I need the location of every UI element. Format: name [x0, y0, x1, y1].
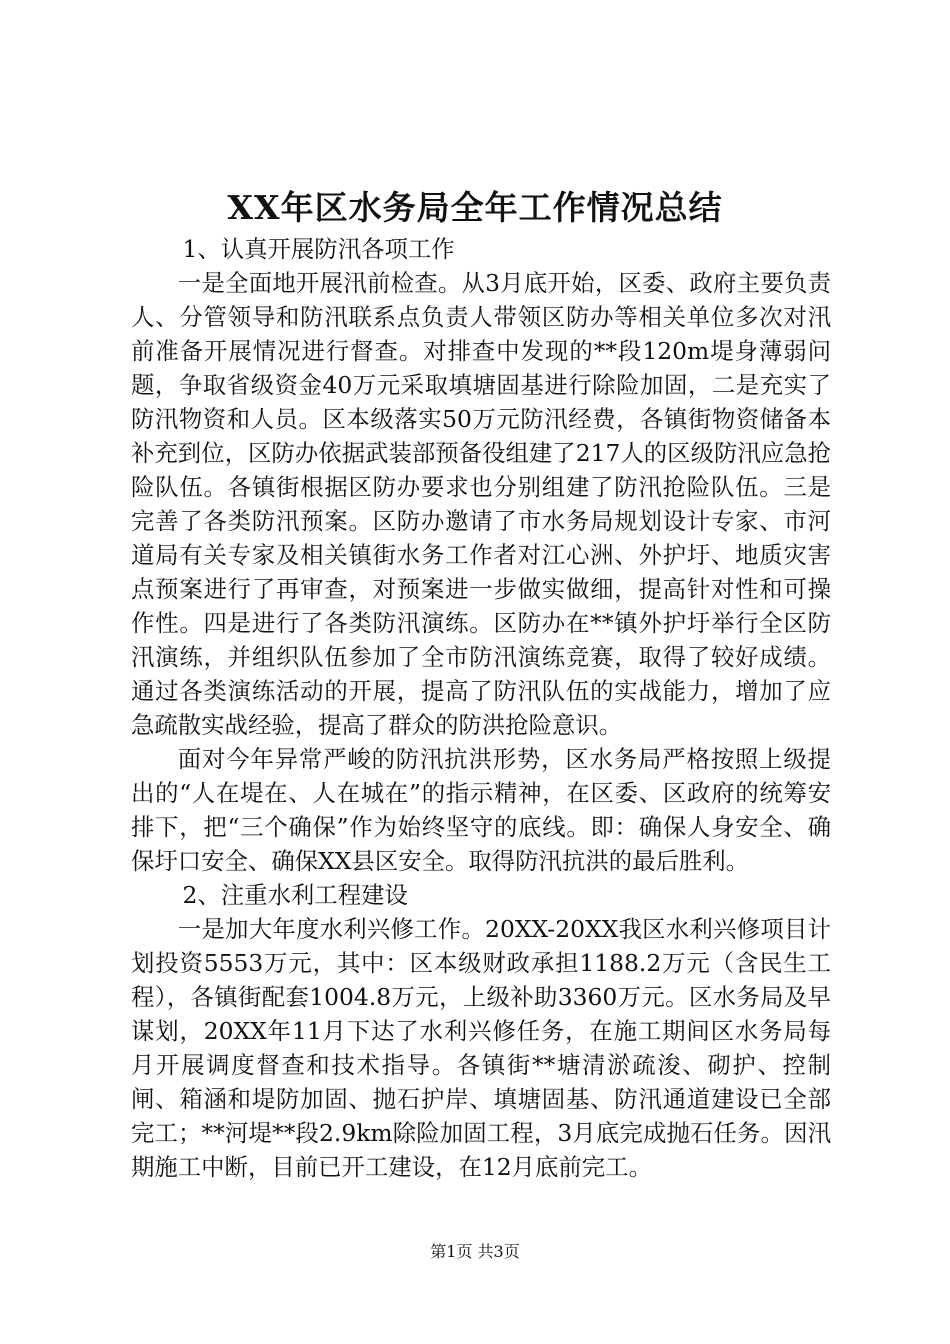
page-footer: 第1页 共3页 — [430, 1242, 520, 1261]
document-body — [131, 232, 831, 1184]
section-1-paragraph-1: 一是全面地开展汛前检查。从3月底开始，区委、政府主要负责人、分管领导和防汛联系点负责人带领区防办等相关单位多次对汛前准备开展情况进行督查。对排查中发现的**段120m堤身薄弱问题，争取省级资金40万元采取填塘固基进行除险加固，二是充实了防汛物资和人员。区本级落实50万元防汛经费，各镇街物资储备本补充到位，区防办依据武装部预备役组建了217人的区级防汛应急抢险队伍。各镇街根据区防办要求也分别组建了防汛抢险队伍。三是完善了各类防汛预案。区防办邀请了市水务局规划设计专家、市河道局有关专家及相关镇街水务工作者对江心洲、外护圩、地质灾害点预案进行了再审查，对预案进一步做实做细，提高针对性和可操作性。四是进行了各类防汛演练。区防办在**镇外护圩举行全区防汛演练，并组织队伍参加了全市防汛演练竞赛，取得了较好成绩。通过各类演练活动的开展，提高了防汛队伍的实战能力，增加了应急疏散实战经验，提高了群众的防洪抢险意识。 — [131, 269, 831, 739]
section-heading-1: 1、认真开展防汛各项工作 — [182, 235, 455, 263]
section-1-paragraph-2: 面对今年异常严峻的防汛抗洪形势，区水务局严格按照上级提出的“人在堤在、人在城在”的指示精神，在区委、区政府的统筹安排下，把“三个确保”作为始终坚守的底线。即：确保人身安全、确保圩口安全、确保XX县区安全。取得防汛抗洪的最后胜利。 — [131, 745, 831, 875]
document-title: XX年区水务局全年工作情况总结 — [227, 188, 723, 227]
section-heading-2: 2、注重水利工程建设 — [182, 881, 408, 909]
section-2-paragraph-1: 一是加大年度水利兴修工作。20XX-20XX我区水利兴修项目计划投资5553万元，其中：区本级财政承担1188.2万元（含民生工程），各镇街配套1004.8万元，上级补助3360万元。区水务局及早谋划，20XX年11月下达了水利兴修任务，在施工期间区水务局每月开展调度督查和技术指导。各镇街**塘清淤疏浚、砌护、控制闸、箱涵和堤防加固、抛石护岸、填塘固基、防汛通道建设已全部完工；**河堤**段2.9km除险加固工程，3月底完成抛石任务。因汛期施工中断，目前已开工建设，在12月底前完工。 — [131, 915, 831, 1181]
